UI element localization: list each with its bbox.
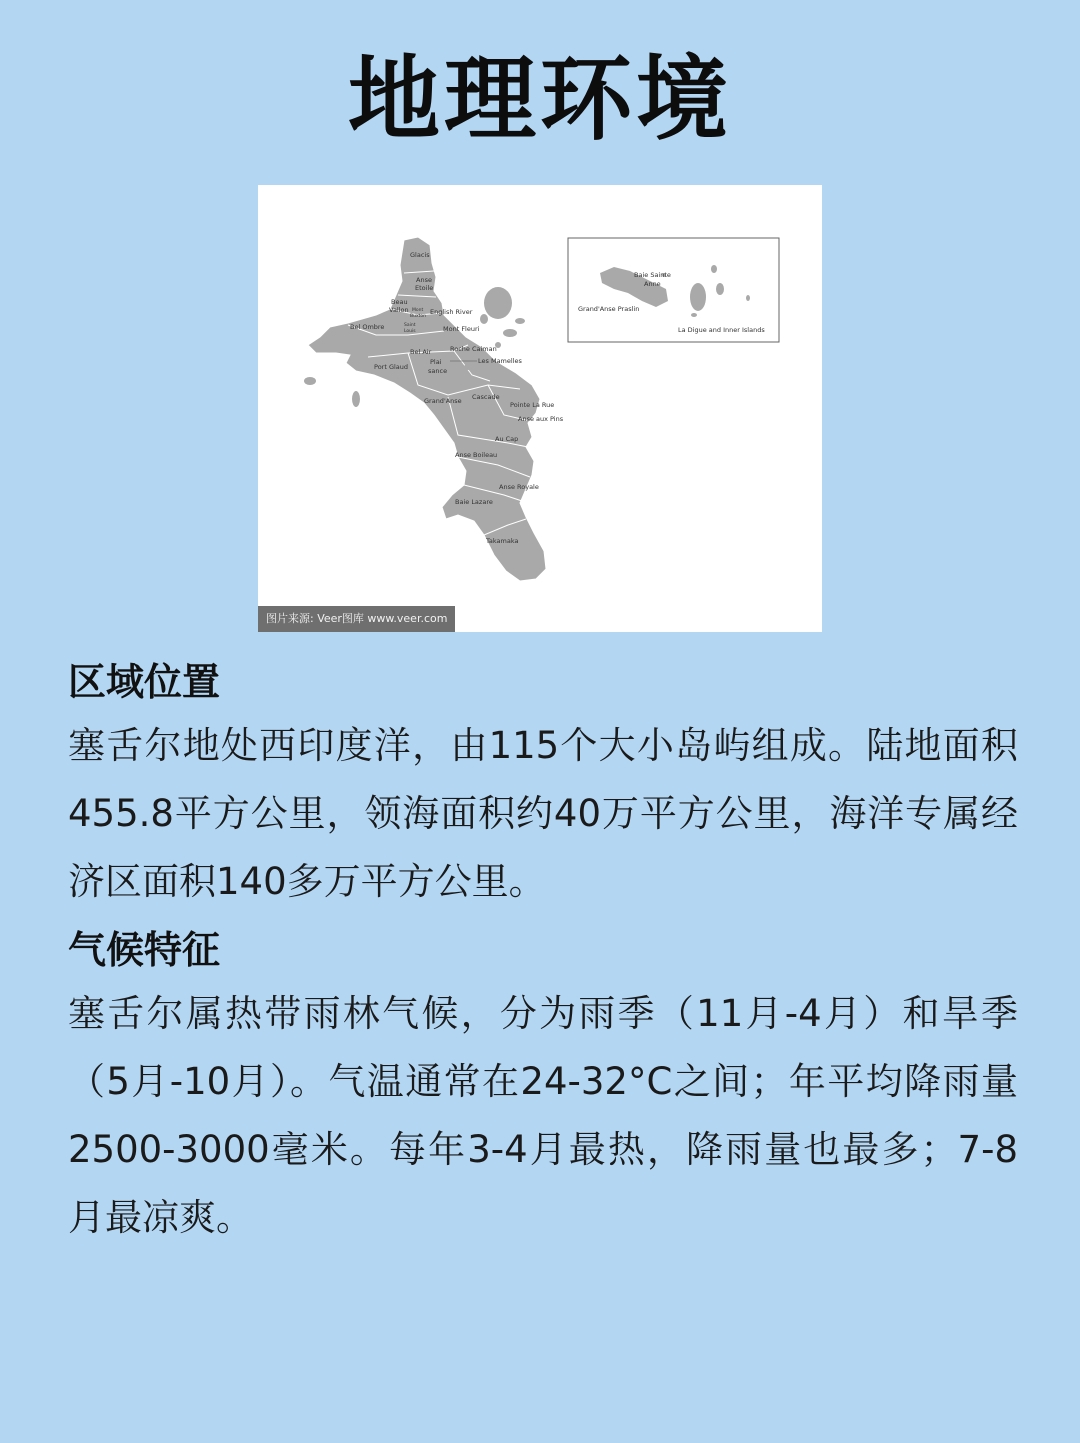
label-plaisance-2: sance (428, 367, 448, 375)
label-la-digue: La Digue and Inner Islands (678, 326, 765, 334)
section-heading-climate: 气候特征 (68, 928, 221, 972)
label-glacis: Glacis (410, 251, 430, 259)
label-anse-etoile-1: Anse (416, 276, 432, 284)
label-roche-caiman: Roche Caiman (450, 345, 497, 353)
label-pointe-la-rue: Pointe La Rue (510, 401, 555, 409)
label-bel-air: Bel Air (410, 348, 432, 356)
label-anse-royale: Anse Royale (499, 483, 539, 491)
section-body-location: 塞舌尔地处西印度洋，由115个大小岛屿组成。陆地面积455.8平方公里，领海面积约40万平方公里，海洋专属经济区面积140多万平方公里。 (68, 724, 1018, 903)
label-port-glaud: Port Glaud (374, 363, 409, 371)
label-mont-buxton-1: Mont (412, 308, 424, 313)
label-saint-louis-1: Saint (404, 323, 416, 328)
label-plaisance-1: Plai (430, 358, 442, 366)
label-anse-aux-pins: Anse aux Pins (518, 415, 564, 423)
label-bel-ombre: Bel Ombre (350, 323, 385, 331)
label-beau-vallon-2: Vallon (389, 306, 409, 314)
label-anse-etoile-2: Etoile (415, 284, 434, 292)
label-cascade: Cascade (472, 393, 500, 401)
content-area (68, 652, 1018, 1256)
label-takamaka: Takamaka (486, 537, 519, 545)
label-grand-anse: Grand'Anse (424, 397, 462, 405)
label-grand-anse-praslin: Grand'Anse Praslin (578, 305, 640, 313)
label-mont-buxton-2: Buxton (410, 314, 426, 319)
label-baie-sainte-anne-2: Anne (644, 280, 661, 288)
label-les-mamelles: Les Mamelles (478, 357, 522, 365)
label-anse-boileau: Anse Boileau (455, 451, 498, 459)
seychelles-map-image (258, 185, 822, 632)
section-heading-location: 区域位置 (68, 660, 221, 704)
label-baie-lazare: Baie Lazare (455, 498, 493, 506)
mahe-island-map (258, 185, 822, 632)
label-saint-louis-2: Louis (404, 329, 416, 334)
page-title: 地理环境 (347, 46, 732, 153)
image-credit: 图片来源: Veer图库 www.veer.com (258, 606, 455, 632)
label-baie-sainte-anne-1: Baie Sainte (634, 271, 671, 279)
label-au-cap: Au Cap (495, 435, 519, 443)
label-english-river: English River (430, 308, 473, 316)
label-mont-fleuri: Mont Fleuri (443, 325, 480, 333)
section-body-climate: 塞舌尔属热带雨林气候，分为雨季（11月-4月）和旱季（5月-10月）。气温通常在24-32°C之间；年平均降雨量2500-3000毫米。每年3-4月最热，降雨量也最多；7-8月最凉爽。 (68, 992, 1018, 1239)
label-beau-vallon-1: Beau (391, 298, 408, 306)
